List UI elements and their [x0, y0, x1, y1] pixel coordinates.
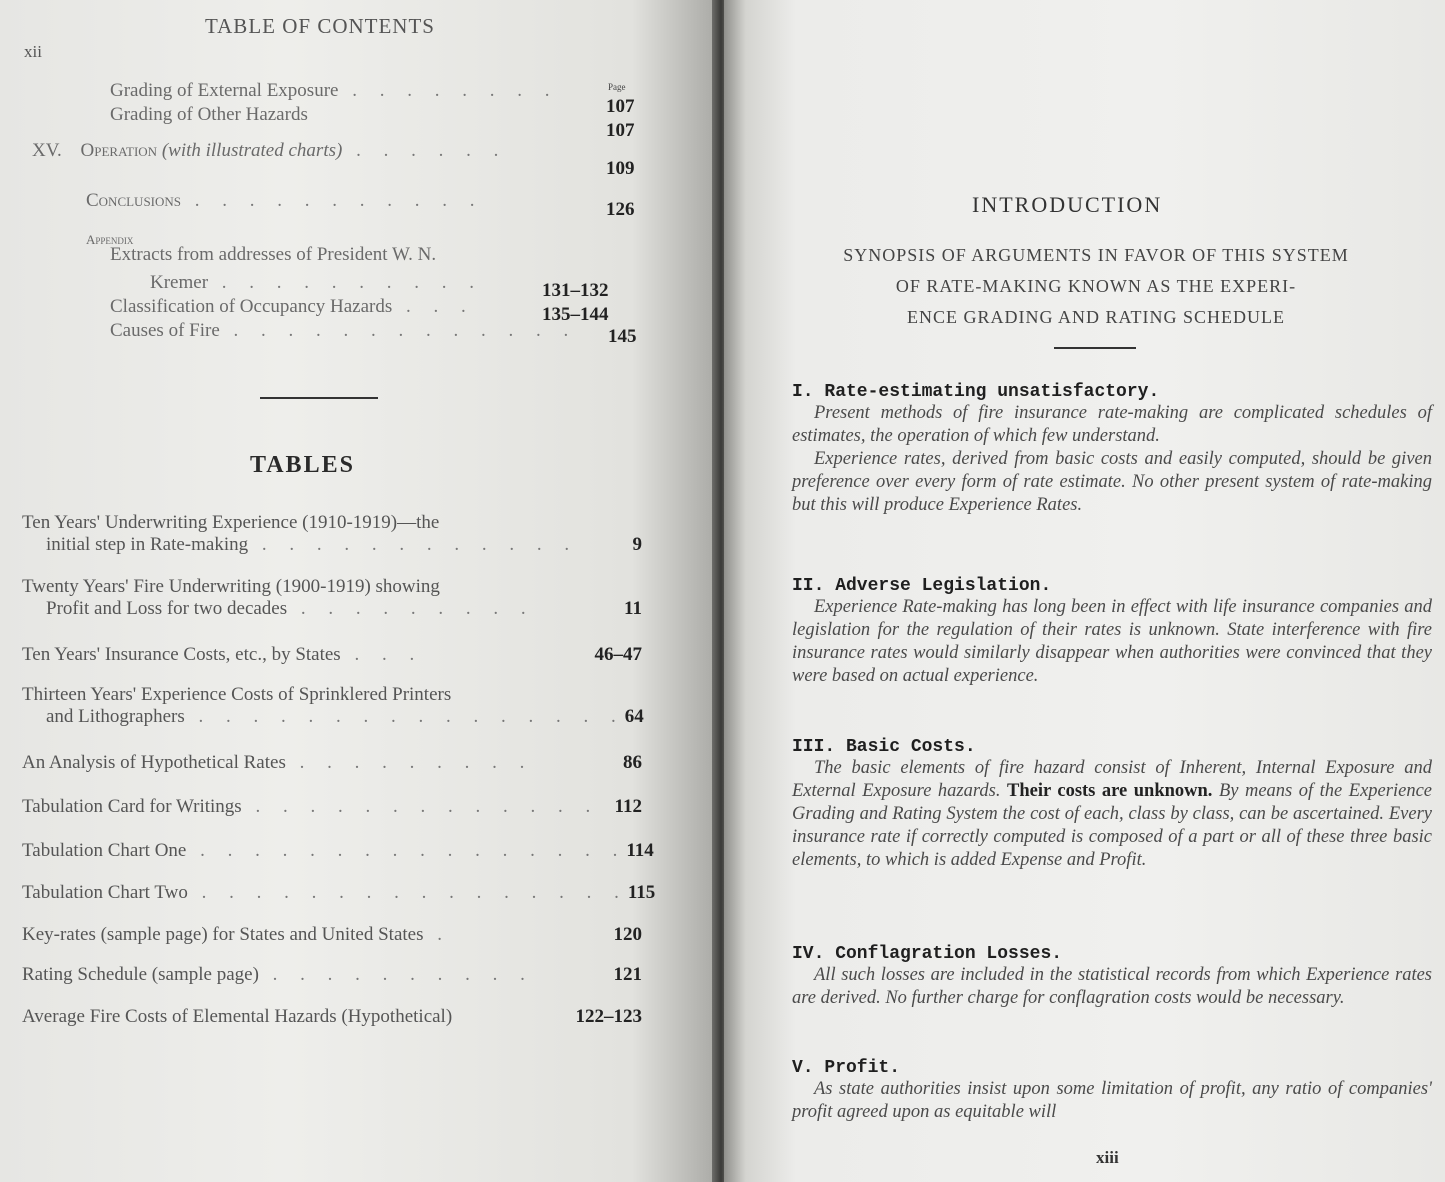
- toc-entry: Grading of External Exposure . . . . . . . .: [110, 80, 559, 101]
- section-text: All such losses are included in the statistical records from which Experience rates are derived. No further charge for conflagration costs would be necessary.: [792, 965, 1432, 1008]
- table-row: Tabulation Chart Two . . . . . . . . . . . . . . . . 115: [22, 882, 656, 903]
- table-row: Key-rates (sample page) for States and United States . 120: [22, 924, 642, 945]
- toc-entry: Classification of Occupancy Hazards . . .: [110, 296, 475, 317]
- table-row: Average Fire Costs of Elemental Hazards (Hypothetical) 122–123: [22, 1006, 642, 1027]
- table-row: Thirteen Years' Experience Costs of Sprinklered Printers and Lithographers . . . . . . . . . . . . . . . . 64: [22, 684, 644, 727]
- intro-section: [792, 944, 1432, 1010]
- right-page: [724, 0, 1445, 1182]
- intro-section: [792, 382, 1432, 517]
- toc-chapter: XV. Operation (with illustrated charts) . . . . . .: [32, 140, 508, 161]
- toc-page: 109: [606, 158, 635, 179]
- intro-section: [792, 1058, 1432, 1124]
- section-text: Present methods of fire insurance rate-making are complicated schedules of estimates, the operation of which few understand.: [792, 403, 1432, 446]
- tables-heading: TABLES: [250, 452, 355, 478]
- folio-right: xiii: [1096, 1148, 1119, 1167]
- toc-page: 135–144: [542, 304, 609, 325]
- running-header: TABLE OF CONTENTS: [205, 14, 435, 38]
- intro-section: [792, 576, 1432, 688]
- section-text: The basic elements of fire hazard consist of Inherent, Internal Exposure and External Exposure hazards. Their costs are unknown. By means of the Experience Grading and Rating System the cost of each, class by class, can be ascertained. Every insurance rate if correctly computed is composed of a part or all of these three basic elements, to which is added Expense and Profit.: [792, 758, 1432, 870]
- section-text: Experience rates, derived from basic costs and easily computed, should be given preference over every form of rate estimate. No other present system of rate-making but this will produce Experience Rates.: [792, 449, 1432, 515]
- section-text: Experience Rate-making has long been in effect with life insurance companies and legislation for the regulation of their rates is unknown. State interference with fire insurance rates would similarly disappear when authorities were convinced that they were based on actual experience.: [792, 597, 1432, 686]
- toc-entry-continuation: Kremer . . . . . . . . . .: [150, 272, 484, 293]
- section-heading: V. Profit.: [792, 1058, 901, 1078]
- toc-page: 131–132: [542, 280, 609, 301]
- toc-page: 107: [606, 120, 635, 141]
- section-heading: II. Adverse Legislation.: [792, 576, 1052, 596]
- toc-page: 107: [606, 96, 635, 117]
- left-page: [0, 0, 718, 1182]
- toc-page: 145: [608, 326, 637, 347]
- intro-section: [792, 737, 1432, 872]
- section-heading: I. Rate-estimating unsatisfactory.: [792, 382, 1160, 402]
- toc-page: 126: [606, 199, 635, 220]
- toc-appendix: Appendix: [86, 232, 134, 247]
- page-title: INTRODUCTION: [972, 192, 1163, 217]
- section-rule: [1054, 347, 1136, 349]
- toc-entry: Causes of Fire . . . . . . . . . . . . .: [110, 320, 578, 341]
- section-heading: IV. Conflagration Losses.: [792, 944, 1063, 964]
- table-row: Ten Years' Underwriting Experience (1910-1919)—the initial step in Rate-making . . . . . . . . . . . . 9: [22, 512, 642, 555]
- toc-entry: Extracts from addresses of President W. N.: [110, 244, 437, 265]
- toc-entry: Conclusions . . . . . . . . . . .: [86, 190, 484, 211]
- section-heading: III. Basic Costs.: [792, 737, 976, 757]
- toc-entry: Grading of Other Hazards: [110, 104, 308, 125]
- section-text: As state authorities insist upon some limitation of profit, any ratio of companies' profit agreed upon as equitable will: [792, 1079, 1432, 1122]
- section-rule: [260, 397, 378, 399]
- folio-left: xii: [24, 42, 42, 61]
- synopsis: SYNOPSIS OF ARGUMENTS IN FAVOR OF THIS SYSTEM OF RATE-MAKING KNOWN AS THE EXPERI- ENCE GRADING AND RATING SCHEDULE: [843, 245, 1349, 327]
- table-row: Ten Years' Insurance Costs, etc., by States . . . 46–47: [22, 644, 642, 665]
- page-column-label: Page: [608, 82, 626, 92]
- table-row: Tabulation Chart One . . . . . . . . . . . . . . . . 114: [22, 840, 654, 861]
- table-row: Twenty Years' Fire Underwriting (1900-1919) showing Profit and Loss for two decades . . . . . . . . . 11: [22, 576, 642, 619]
- table-row: An Analysis of Hypothetical Rates . . . . . . . . . 86: [22, 752, 642, 773]
- table-row: Rating Schedule (sample page) . . . . . . . . . . 121: [22, 964, 642, 985]
- table-row: Tabulation Card for Writings . . . . . . . . . . . . . 112: [22, 796, 642, 817]
